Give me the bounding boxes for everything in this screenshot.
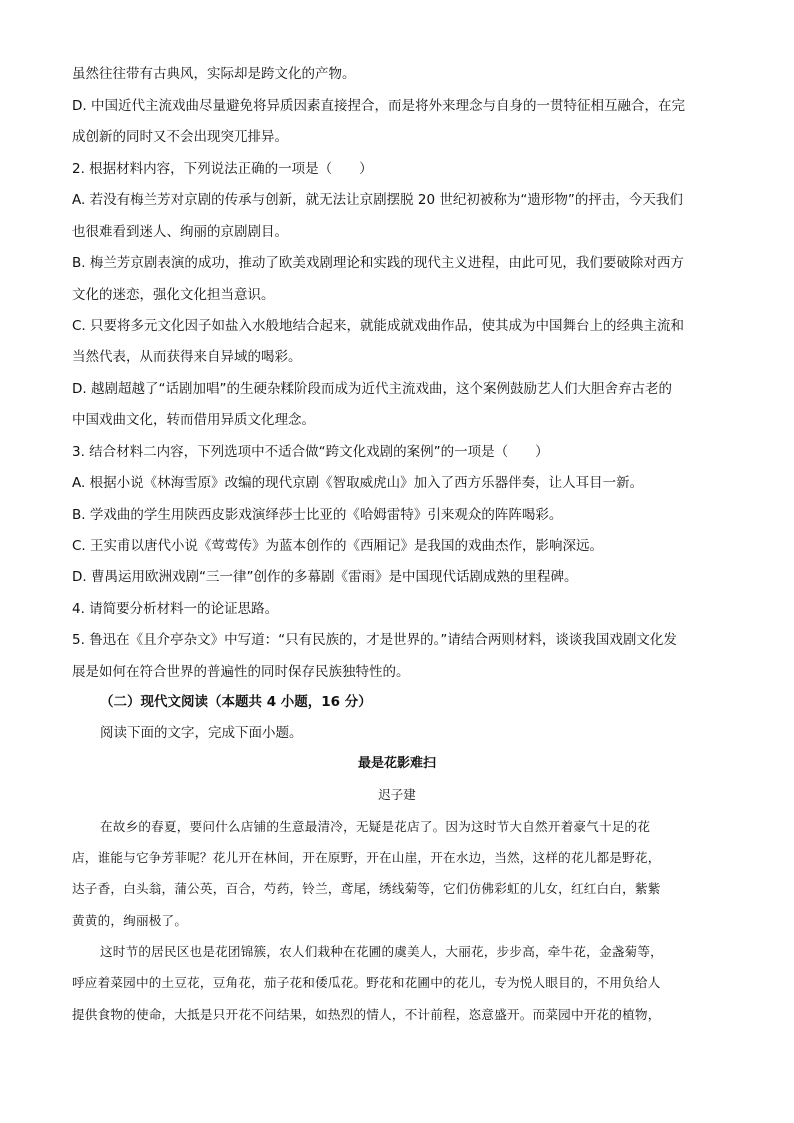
option-a-line: A. 若没有梅兰芳对京剧的传承与创新，就无法让京剧摆脱 20 世纪初被称为“遗形物”的抨击，今天我们 [72,192,683,208]
essay-line: 在故乡的春夏，要问什么店铺的生意最清冷，无疑是花店了。因为这时节大自然开着豪气十足的花 [100,819,651,834]
reading-instruction: 阅读下面的文字，完成下面小题。 [100,725,303,741]
option-a-line: A. 根据小说《林海雪原》改编的现代京剧《智取威虎山》加入了西方乐器伴奏，让人耳目一新。 [72,475,644,491]
section-heading: （二）现代文阅读（本题共 4 小题，16 分） [100,694,372,710]
text-line: 成创新的同时又不会出现突兀排异。 [72,129,288,145]
question-5: 5. 鲁迅在《且介亭杂文》中写道：“只有民族的，才是世界的。”请结合两则材料，谈谈我国戏剧文化发 [72,632,677,648]
essay-line: 呼应着菜园中的土豆花，豆角花，茄子花和倭瓜花。野花和花圃中的花儿，专为悦人眼目的，不用负给人 [72,975,661,990]
essay-line: 黄黄的，绚丽极了。 [72,913,188,928]
essay-line: 达子香，白头翁，蒲公英，百合，芍药，铃兰，鸢尾，绣线菊等，它们仿佛彩虹的儿女，红红白白，紫紫 [72,881,661,896]
essay-author: 迟子建 [378,787,416,802]
text-line: 文化的迷恋，强化文化担当意识。 [72,287,275,303]
option-c-line: C. 王实甫以唐代小说《莺莺传》为蓝本创作的《西厢记》是我国的戏曲杰作，影响深远。 [72,538,604,554]
text-line: 虽然往往带有古典风，实际却是跨文化的产物。 [72,66,356,82]
option-d-line: D. 曹禺运用欧洲戏剧“三一律”创作的多幕剧《雷雨》是中国现代话剧成熟的里程碑。 [72,569,578,585]
essay-line: 店，谁能与它争芳菲呢？花儿开在林间，开在原野，开在山崖，开在水边，当然，这样的花儿都是野花， [72,850,661,865]
option-d-line: D. 越剧超越了“话剧加唱”的生硬杂糅阶段而成为近代主流戏曲，这个案例鼓励艺人们大胆舍弃古老的 [72,381,672,397]
text-line: 展是如何在符合世界的普遍性的同时保存民族独特性的。 [72,664,410,680]
essay-line: 这时节的居民区也是花团锦簇，农人们栽种在花圃的虞美人，大丽花，步步高，牵牛花，金盏菊等， [100,944,663,959]
text-line: 当然代表，从而获得来自异域的喝彩。 [72,349,302,365]
text-line: 中国戏曲文化，转而借用异质文化理念。 [72,412,315,428]
option-d-line: D. 中国近代主流戏曲尽量避免将异质因素直接捏合，而是将外来理念与自身的一贯特征相互融合，在完 [72,98,685,114]
option-c-line: C. 只要将多元文化因子如盐入水般地结合起来，就能成就戏曲作品，使其成为中国舞台上的经典主流和 [72,318,685,334]
question-2: 2. 根据材料内容，下列说法正确的一项是（ ） [72,161,373,177]
question-3: 3. 结合材料二内容，下列选项中不适合做“跨文化戏剧的案例”的一项是（ ） [72,444,549,460]
option-b-line: B. 梅兰芳京剧表演的成功，推动了欧美戏剧理论和实践的现代主义进程，由此可见，我们要破除对西方 [72,255,684,271]
question-4: 4. 请简要分析材料一的论证思路。 [72,601,279,617]
text-line: 也很难看到迷人、绚丽的京剧剧目。 [72,224,288,240]
essay-line: 提供食物的使命，大抵是只开花不问结果，如热烈的情人，不计前程，恣意盛开。而菜园中开花的植物， [72,1007,661,1022]
essay-title: 最是花影难扫 [357,756,436,771]
option-b-line: B. 学戏曲的学生用陕西皮影戏演绎莎士比亚的《哈姆雷特》引来观众的阵阵喝彩。 [72,507,563,523]
